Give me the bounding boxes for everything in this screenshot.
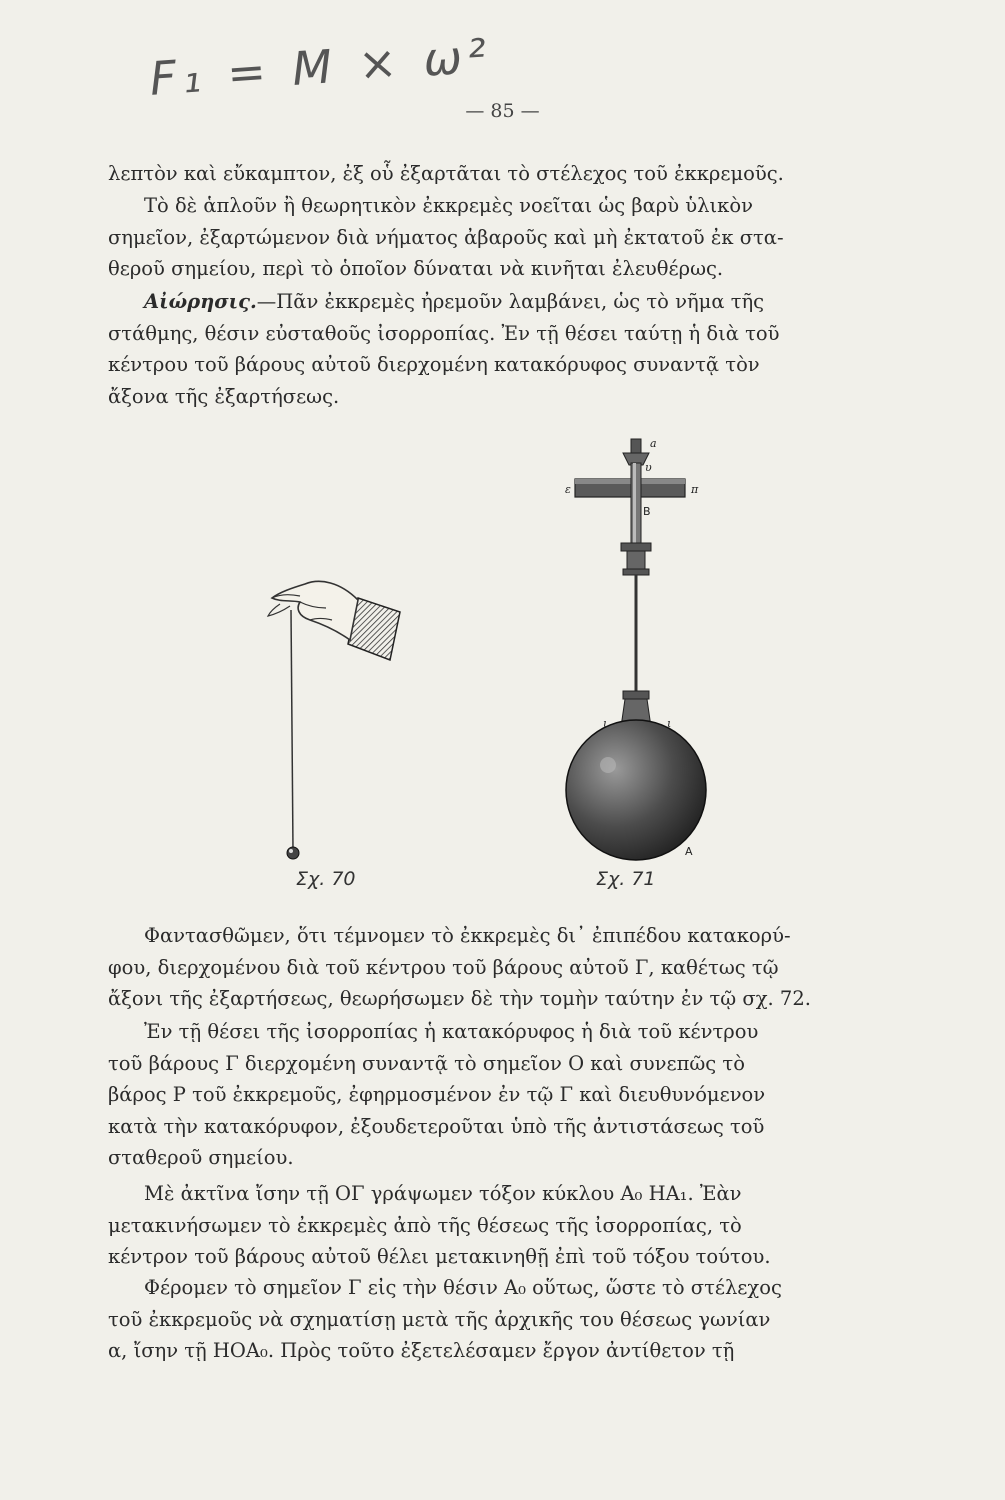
figure-70-hand-pendulum (250, 560, 420, 870)
text-line: λεπτὸν καὶ εὔκαμπτον, ἐξ οὗ ἐξαρτᾶται τὸ στέλεχος τοῦ ἐκκρεμοῦς. (108, 162, 784, 185)
text-line: φου, διερχομένου διὰ τοῦ κέντρου τοῦ βάρους αὐτοῦ Γ, καθέτως τῷ (108, 955, 779, 979)
text-line: μετακινήσωμεν τὸ ἐκκρεμὲς ἀπὸ τῆς θέσεως τῆς ἰσορροπίας, τὸ (108, 1213, 742, 1237)
figure-71-apparatus (555, 435, 715, 865)
figure-70-caption: Σχ. 70 (296, 868, 356, 890)
text-line: Ἐν τῇ θέσει τῆς ἰσορροπίας ἡ κατακόρυφος ἡ διὰ τοῦ κέντρου (144, 1020, 759, 1043)
paragraph-continuation (108, 158, 876, 190)
label-v: υ (645, 461, 652, 474)
label-A: A (685, 845, 693, 858)
handwritten-note: F₁ = M × ω² (148, 28, 495, 106)
text-line: κατὰ τὴν κατακόρυφον, ἐξουδετεροῦται ὑπὸ τῆς ἀντιστάσεως τοῦ (108, 1114, 765, 1138)
text-line: α, ἴσην τῇ ΗΟΑ₀. Πρὸς τοῦτο ἐξετελέσαμεν ἔργον ἀντίθετον τῇ (108, 1339, 735, 1362)
text-line: κέντρον τοῦ βάρους αὐτοῦ θέλει μετακινηθῇ ἐπὶ τοῦ τόξου τούτου. (108, 1245, 771, 1268)
text-line: θεροῦ σημείου, περὶ τὸ ὁποῖον δύναται νὰ κινῆται ἐλευθέρως. (108, 257, 724, 280)
text-fragment: —Πᾶν ἐκκρεμὲς ἠρεμοῦν λαμβάνει, ὡς τὸ νῆμα τῆς (256, 290, 765, 313)
label-left-arm: ε (565, 483, 571, 496)
paragraph-equilibrium (108, 1016, 876, 1174)
text-line: τοῦ ἐκκρεμοῦς νὰ σχηματίσῃ μετὰ τῆς ἀρχικῆς του θέσεως γωνίαν (108, 1307, 771, 1331)
paragraph-oscillation (108, 286, 876, 412)
page-number: — 85 — (465, 100, 540, 122)
text-line: Φαντασθῶμεν, ὅτι τέμνομεν τὸ ἐκκρεμὲς δι᾽ ἐπιπέδου κατακορύ- (144, 924, 791, 947)
figure-71-caption: Σχ. 71 (596, 868, 656, 890)
label-l1: ι (603, 717, 608, 730)
paragraph-arc (108, 1178, 876, 1273)
paragraph-displacement (108, 1272, 876, 1367)
text-line: κέντρου τοῦ βάρους αὐτοῦ διερχομένη κατακόρυφος συναντᾷ τὸν (108, 353, 760, 376)
text-line: ἄξονι τῆς ἐξαρτήσεως, θεωρήσωμεν δὲ τὴν τομὴν ταύτην ἐν τῷ σχ. 72. (108, 987, 811, 1010)
section-heading: Αἰώρησις. (144, 290, 257, 313)
label-b: B (643, 505, 651, 518)
label-l2: ι (667, 717, 672, 730)
text-line: σημεῖον, ἐξαρτώμενον διὰ νήματος ἀβαροῦς καὶ μὴ ἐκτατοῦ ἐκ στα- (108, 225, 784, 249)
text-line: σταθεροῦ σημείου. (108, 1146, 294, 1169)
text-line: βάρος Ρ τοῦ ἐκκρεμοῦς, ἐφηρμοσμένον ἐν τῷ Γ καὶ διευθυνόμενον (108, 1083, 766, 1106)
text-line: ἄξονα τῆς ἐξαρτήσεως. (108, 384, 340, 408)
text-line: Τὸ δὲ ἁπλοῦν ἢ θεωρητικὸν ἐκκρεμὲς νοεῖται ὡς βαρὺ ὑλικὸν (144, 194, 753, 217)
label-a: a (650, 437, 657, 450)
text-line (108, 286, 876, 318)
text-line: Μὲ ἀκτῖνα ἴσην τῇ ΟΓ γράψωμεν τόξον κύκλου Α₀ ΗΑ₁. Ἐὰν (144, 1182, 742, 1205)
paragraph-simple-pendulum (108, 190, 876, 285)
text-line: Φέρομεν τὸ σημεῖον Γ εἰς τὴν θέσιν Α₀ οὕτως, ὥστε τὸ στέλεχος (144, 1276, 782, 1299)
text-line: τοῦ βάρους Γ διερχομένη συναντᾷ τὸ σημεῖον Ο καὶ συνεπῶς τὸ (108, 1051, 745, 1075)
paragraph-section-plane (108, 920, 876, 1015)
label-right-arm: π (691, 483, 699, 496)
text-line: στάθμης, θέσιν εὐσταθοῦς ἰσορροπίας. Ἐν τῇ θέσει ταύτῃ ἡ διὰ τοῦ (108, 321, 780, 345)
